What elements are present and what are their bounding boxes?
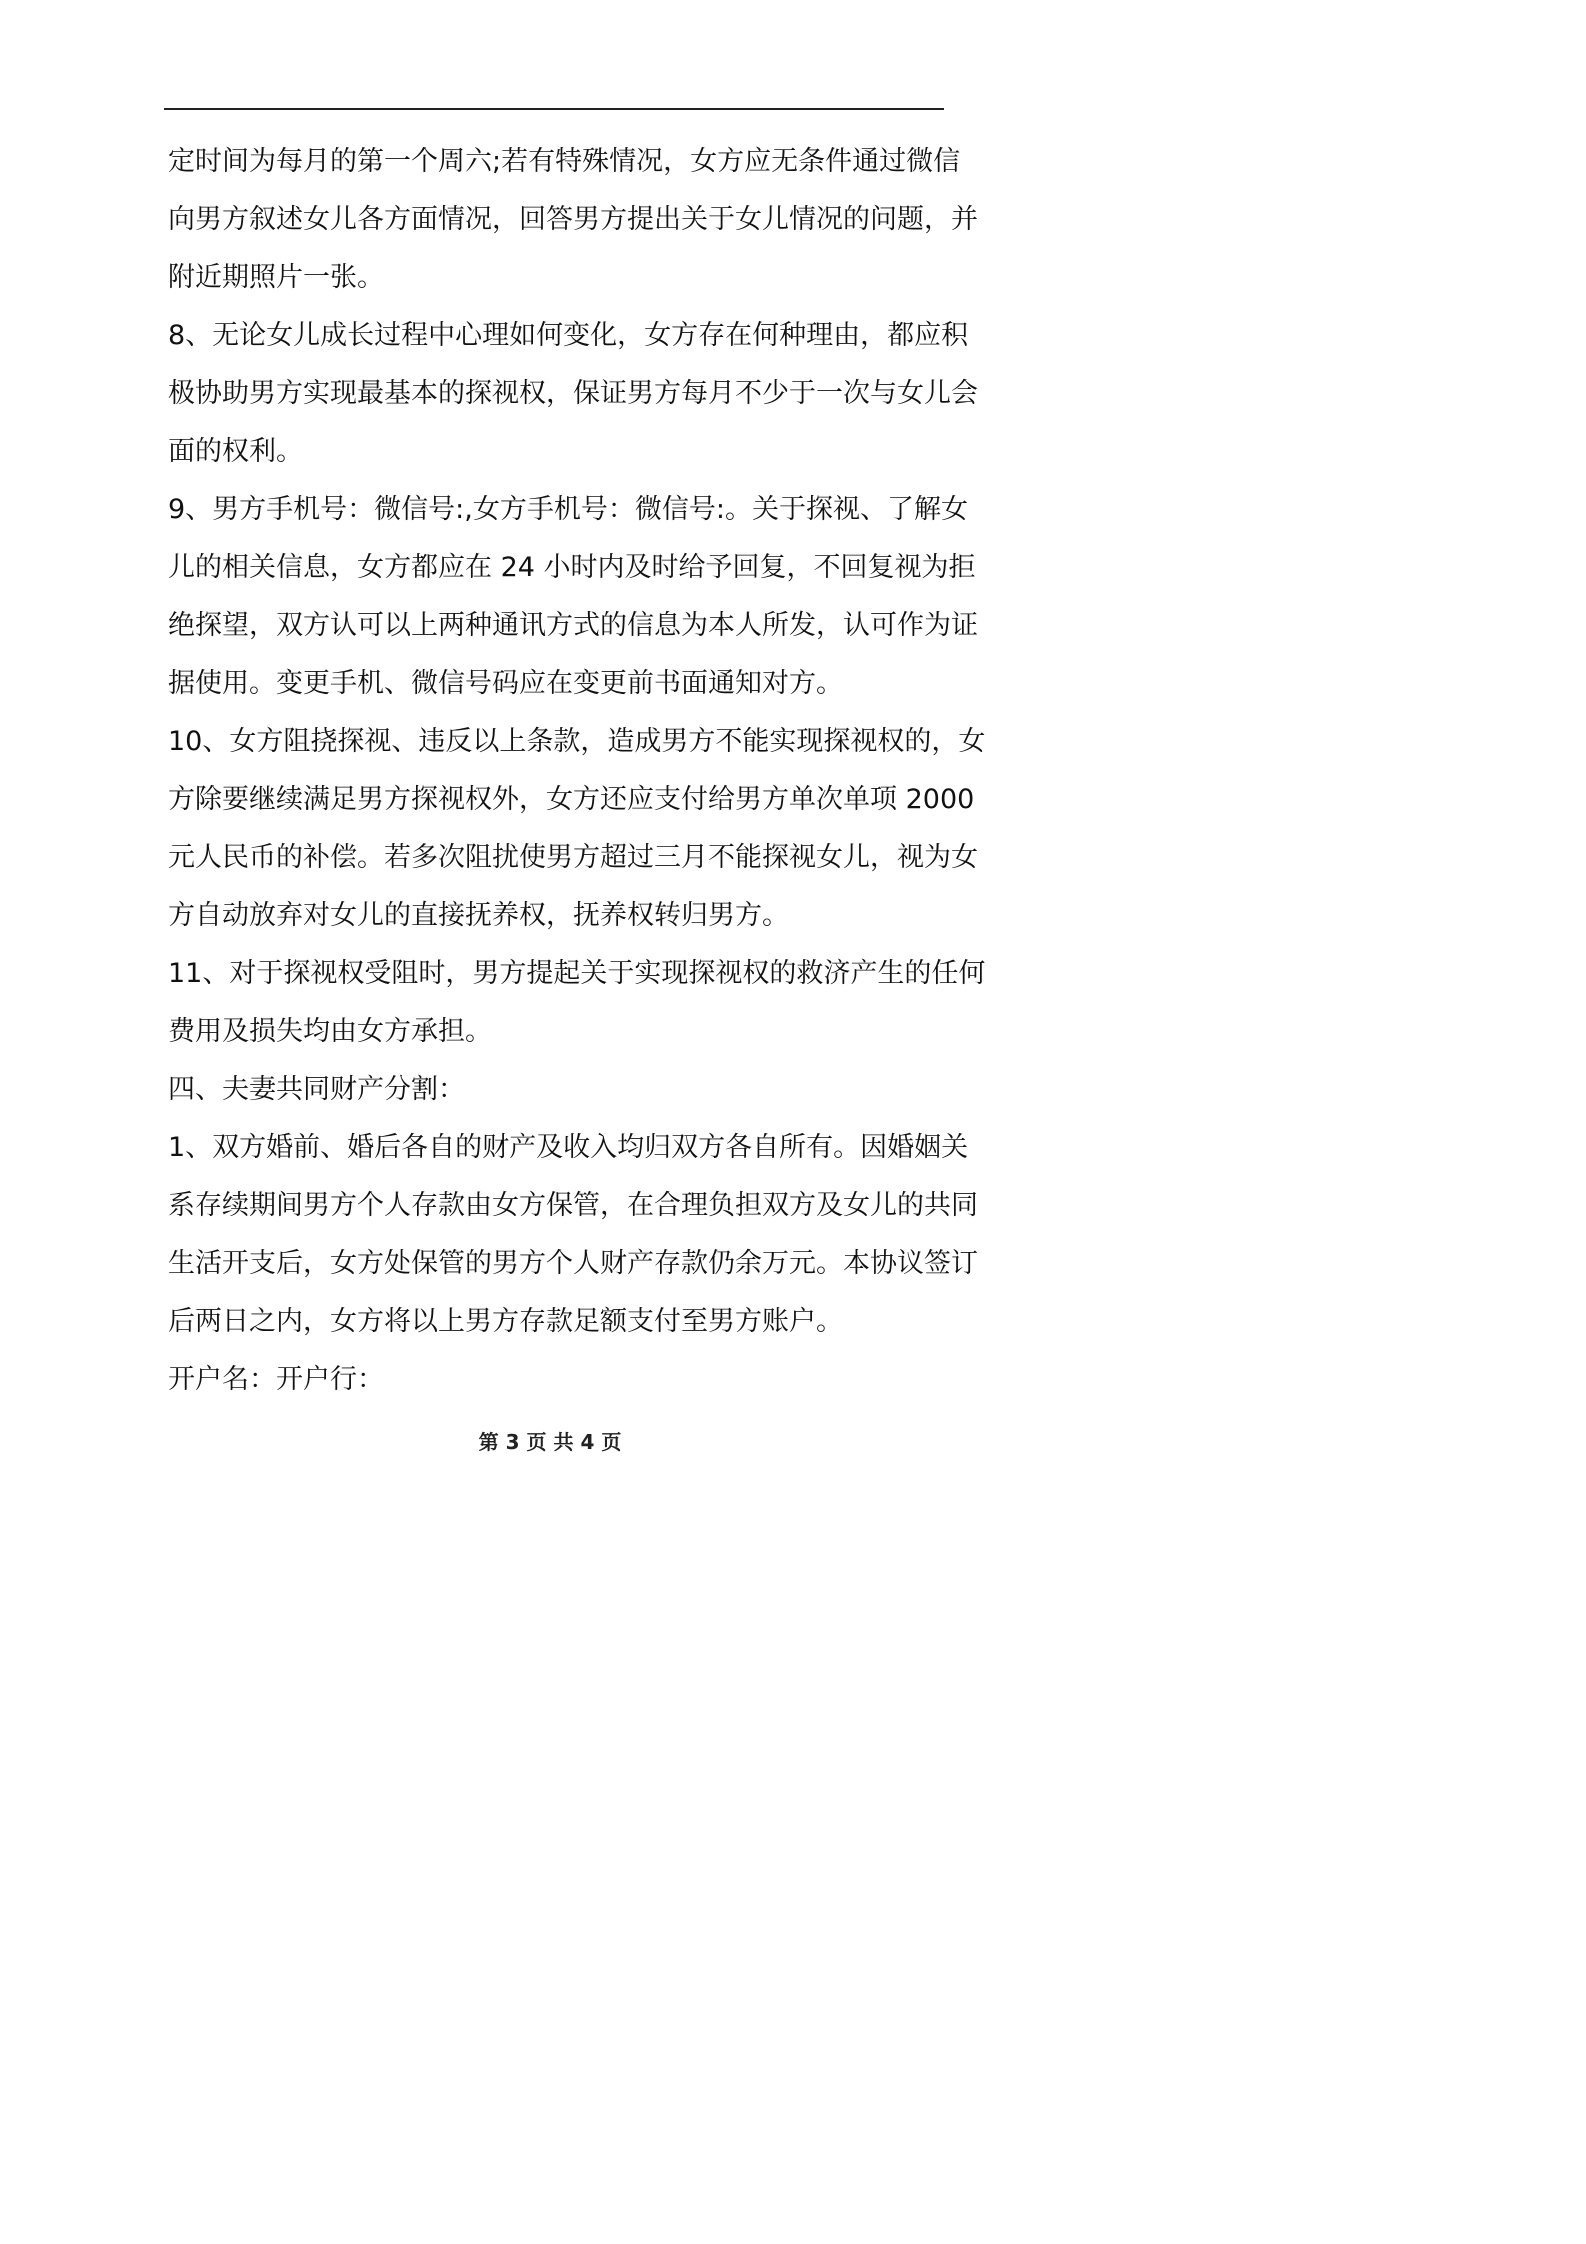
- document-body: [168, 133, 986, 1409]
- section-heading: 四、夫妻共同财产分割：: [168, 1074, 465, 1105]
- paragraph-line: 方除要继续满足男方探视权外，女方还应支付给男方单次单项 2000: [168, 784, 975, 815]
- paragraph-line: 开户名：开户行：: [168, 1364, 384, 1395]
- paragraph-line: 定时间为每月的第一个周六;若有特殊情况，女方应无条件通过微信: [168, 146, 961, 177]
- paragraph-line: 据使用。变更手机、微信号码应在变更前书面通知对方。: [168, 668, 843, 699]
- paragraph-line: 方自动放弃对女儿的直接抚养权，抚养权转归男方。: [168, 900, 789, 931]
- page-number-footer: 第 3 页 共 4 页: [478, 1430, 622, 1454]
- paragraph-line: 元人民币的补偿。若多次阻扰使男方超过三月不能探视女儿，视为女: [168, 842, 978, 873]
- paragraph-line: 11、对于探视权受阻时，男方提起关于实现探视权的救济产生的任何: [168, 958, 986, 989]
- paragraph-line: 1、双方婚前、婚后各自的财产及收入均归双方各自所有。因婚姻关: [168, 1132, 969, 1163]
- paragraph-line: 费用及损失均由女方承担。: [168, 1016, 492, 1047]
- paragraph-line: 后两日之内，女方将以上男方存款足额支付至男方账户。: [168, 1306, 843, 1337]
- paragraph-line: 8、无论女儿成长过程中心理如何变化，女方存在何种理由，都应积: [168, 320, 969, 351]
- paragraph-line: 极协助男方实现最基本的探视权，保证男方每月不少于一次与女儿会: [168, 378, 978, 409]
- paragraph-line: 向男方叙述女儿各方面情况，回答男方提出关于女儿情况的问题，并: [168, 204, 978, 235]
- paragraph-line: 9、男方手机号：微信号:,女方手机号：微信号:。关于探视、了解女: [168, 494, 968, 525]
- paragraph-line: 儿的相关信息，女方都应在 24 小时内及时给予回复，不回复视为拒: [168, 552, 976, 583]
- paragraph-line: 生活开支后，女方处保管的男方个人财产存款仍余万元。本协议签订: [168, 1248, 978, 1279]
- paragraph-line: 附近期照片一张。: [168, 262, 384, 293]
- paragraph-line: 系存续期间男方个人存款由女方保管，在合理负担双方及女儿的共同: [168, 1190, 978, 1221]
- paragraph-line: 10、女方阻挠探视、违反以上条款，造成男方不能实现探视权的，女: [168, 726, 986, 757]
- paragraph-line: 面的权利。: [168, 436, 303, 467]
- paragraph-line: 绝探望，双方认可以上两种通讯方式的信息为本人所发，认可作为证: [168, 610, 978, 641]
- header-rule: [164, 108, 944, 110]
